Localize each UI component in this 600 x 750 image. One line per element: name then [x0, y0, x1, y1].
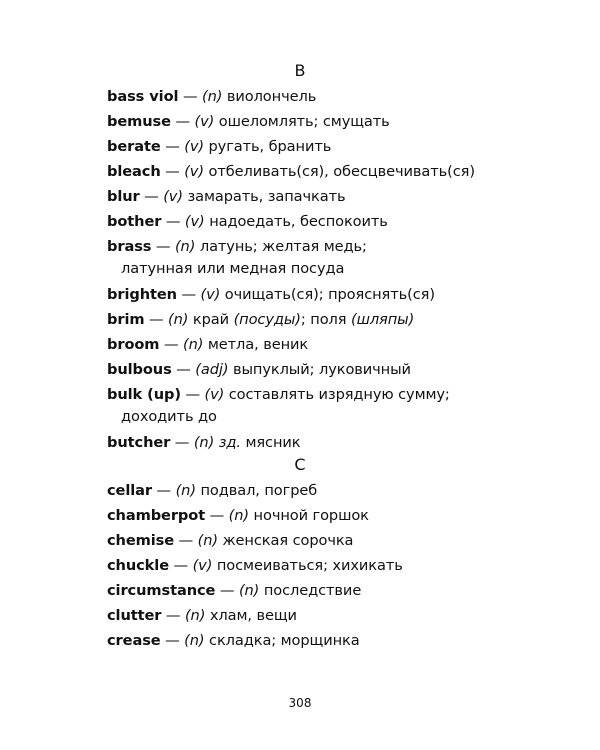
entry-word: bass viol — [107, 88, 179, 105]
entry-pos: (v) — [194, 113, 215, 130]
glossary-entry — [107, 184, 547, 209]
entry-translation: хлам, вещи — [205, 607, 297, 624]
entry-word: chamberpot — [107, 507, 206, 524]
entry-translation: латунь; желтая медь; — [195, 238, 367, 255]
entry-dash: — — [205, 507, 229, 524]
entry-translation: выпуклый; луковичный — [228, 361, 411, 378]
entry-dash: — — [215, 582, 239, 599]
glossary-entry — [107, 528, 547, 553]
entry-translation: ругать, бранить — [203, 138, 332, 155]
entry-pos: (v) — [184, 163, 204, 180]
entry-word: berate — [107, 138, 161, 155]
entry-word: bulbous — [107, 361, 172, 378]
glossary-entry — [107, 282, 547, 307]
glossary-entry — [107, 84, 547, 109]
entry-translation: подвал, погреб — [195, 482, 318, 499]
entry-translation: женская сорочка — [217, 532, 354, 549]
entry-dash: — — [160, 138, 185, 155]
entry-pos: (n) — [228, 507, 250, 524]
entry-translation: мясник — [240, 434, 301, 451]
entry-dash: — — [152, 482, 176, 499]
entry-translation-continuation: латунная или медная посуда — [121, 260, 345, 277]
entry-translation: ошеломлять; смущать — [214, 113, 390, 130]
glossary-entry — [107, 134, 547, 159]
entry-dash: — — [151, 238, 175, 255]
entry-note: (посуды) — [233, 311, 301, 328]
entry-pos: (n) — [201, 88, 223, 105]
glossary-entry — [107, 307, 547, 332]
entry-translation: ночной горшок — [249, 507, 369, 524]
entry-word: butcher — [107, 434, 171, 451]
entry-translation: виолончель — [222, 88, 317, 105]
entry-pos: (n) — [174, 238, 196, 255]
entry-word: bleach — [107, 163, 161, 180]
entry-translation: последствие — [259, 582, 362, 599]
entry-pos: (v) — [204, 386, 225, 403]
entry-word: broom — [107, 336, 160, 353]
entry-translation: надоедать, беспокоить — [204, 213, 388, 230]
glossary-entry — [107, 503, 547, 528]
entry-word: cellar — [107, 482, 152, 499]
entry-pos: (v) — [200, 286, 221, 303]
entry-word: brim — [107, 311, 145, 328]
entry-pos: (n) — [184, 632, 205, 649]
entry-pos: (n) — [182, 336, 204, 353]
entry-dash: — — [160, 632, 185, 649]
glossary-entry — [107, 553, 547, 578]
entry-translation: отбеливать(ся), обесцвечивать(ся) — [203, 163, 475, 180]
entry-word: bother — [107, 213, 162, 230]
entry-dash: — — [174, 532, 198, 549]
entry-translation-continuation: доходить до — [121, 408, 217, 425]
entry-dash: — — [144, 311, 169, 328]
entry-pos: (v) — [184, 213, 205, 230]
entry-pos: (n) — [175, 482, 196, 499]
glossary-entry — [107, 478, 547, 503]
entry-dash: — — [171, 361, 196, 378]
entry-dash: — — [161, 607, 185, 624]
section-letter: C — [294, 455, 306, 474]
entry-word: chemise — [107, 532, 175, 549]
entry-dash: — — [139, 188, 164, 205]
entry-word: brass — [107, 238, 152, 255]
entry-translation: складка; морщинка — [204, 632, 360, 649]
glossary-entry — [107, 430, 547, 455]
entry-pos: (v) — [184, 138, 204, 155]
page-number: 308 — [288, 696, 312, 710]
entry-word: chuckle — [107, 557, 169, 574]
entry-pos: (n) — [184, 607, 206, 624]
glossary-entry — [107, 109, 547, 134]
entry-dash: — — [170, 434, 194, 451]
glossary-entry — [107, 209, 547, 234]
glossary-section-b — [107, 60, 547, 455]
entry-translation: замарать, запачкать — [182, 188, 346, 205]
entry-dash: — — [170, 113, 195, 130]
section-letter: B — [294, 61, 306, 80]
entry-pos: (adj) — [195, 361, 229, 378]
entry-word: bulk (up) — [107, 386, 181, 403]
entry-translation: ; поля — [300, 311, 351, 328]
glossary-entry — [107, 628, 547, 653]
glossary-entry — [107, 234, 547, 282]
glossary-entry — [107, 382, 547, 430]
entry-translation: край — [188, 311, 234, 328]
glossary-section-c — [107, 454, 547, 653]
entry-note: зд. — [214, 434, 241, 451]
entry-word: bemuse — [107, 113, 171, 130]
entry-word: circumstance — [107, 582, 216, 599]
entry-pos: (n) — [168, 311, 189, 328]
entry-translation: составлять изрядную сумму; — [224, 386, 450, 403]
entry-dash: — — [180, 386, 205, 403]
entry-pos: (v) — [192, 557, 213, 574]
entry-pos: (v) — [163, 188, 183, 205]
entry-translation: очищать(ся); прояснять(ся) — [220, 286, 435, 303]
entry-pos: (n) — [193, 434, 215, 451]
entry-word: blur — [107, 188, 140, 205]
entry-word: brighten — [107, 286, 177, 303]
entry-dash: — — [176, 286, 201, 303]
glossary-entry — [107, 603, 547, 628]
entry-note: (шляпы) — [350, 311, 415, 328]
entry-translation: метла, веник — [203, 336, 309, 353]
glossary-entry — [107, 357, 547, 382]
entry-word: crease — [107, 632, 161, 649]
entry-pos: (n) — [197, 532, 218, 549]
entry-dash: — — [178, 88, 202, 105]
entry-dash: — — [169, 557, 193, 574]
entry-translation: посмеиваться; хихикать — [212, 557, 403, 574]
glossary-entry — [107, 578, 547, 603]
glossary-entry — [107, 159, 547, 184]
entry-word: clutter — [107, 607, 162, 624]
entry-dash: — — [159, 336, 183, 353]
entry-dash: — — [160, 163, 185, 180]
entry-pos: (n) — [238, 582, 260, 599]
glossary-entry — [107, 332, 547, 357]
entry-dash: — — [161, 213, 185, 230]
